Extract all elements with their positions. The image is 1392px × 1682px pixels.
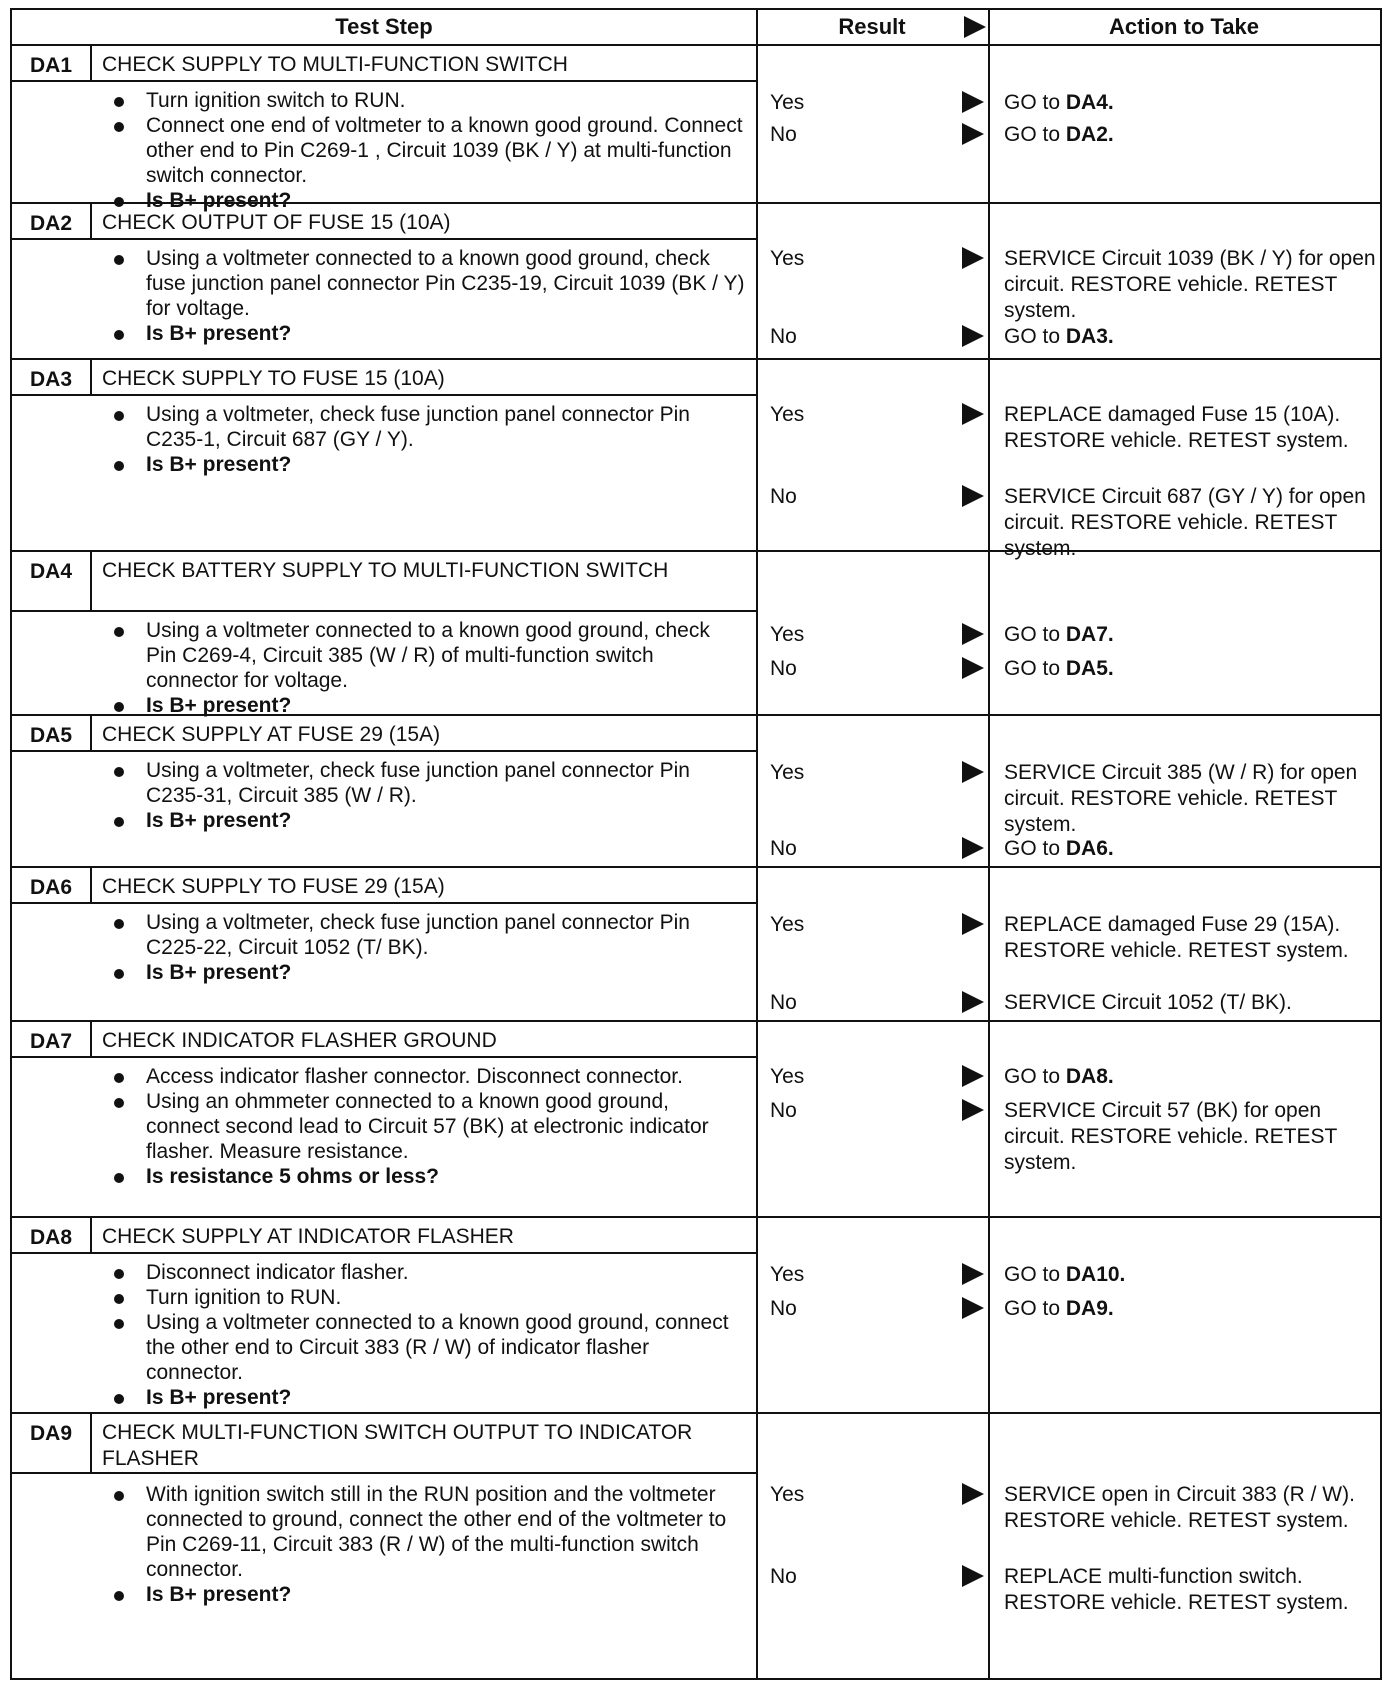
action-text: GO to bbox=[1004, 91, 1066, 114]
action-text: GO to bbox=[1004, 1263, 1066, 1286]
step-title: CHECK SUPPLY AT FUSE 29 (15A) bbox=[92, 716, 756, 752]
step-question: Is B+ present? bbox=[102, 693, 746, 718]
step-instructions bbox=[102, 402, 746, 477]
header-test-step: Test Step bbox=[12, 10, 756, 46]
no-label: No bbox=[770, 1099, 797, 1122]
step-question: Is B+ present? bbox=[102, 1385, 746, 1410]
no-action bbox=[988, 836, 1380, 862]
arrow-right-icon bbox=[962, 325, 984, 347]
step-row bbox=[12, 1218, 1380, 1414]
yes-result bbox=[756, 622, 988, 648]
step-title: CHECK BATTERY SUPPLY TO MULTI-FUNCTION SWITCH bbox=[92, 552, 756, 612]
step-instructions bbox=[102, 88, 746, 213]
action-target-step: DA9. bbox=[1065, 1297, 1114, 1320]
step-title: CHECK SUPPLY AT INDICATOR FLASHER bbox=[92, 1218, 756, 1254]
step-instructions bbox=[102, 1064, 746, 1189]
no-result bbox=[756, 1296, 988, 1322]
yes-result bbox=[756, 912, 988, 938]
no-action bbox=[988, 122, 1380, 148]
no-label: No bbox=[770, 991, 797, 1014]
step-instructions bbox=[102, 910, 746, 985]
yes-label: Yes bbox=[770, 1483, 805, 1506]
header-result bbox=[756, 10, 988, 46]
yes-label: Yes bbox=[770, 1263, 805, 1286]
arrow-right-icon bbox=[962, 1297, 984, 1319]
step-question: Is B+ present? bbox=[102, 960, 746, 985]
yes-label: Yes bbox=[770, 623, 805, 646]
instruction-item: Disconnect indicator flasher. bbox=[102, 1260, 746, 1285]
no-label: No bbox=[770, 657, 797, 680]
action-text: GO to bbox=[1004, 657, 1066, 680]
yes-result bbox=[756, 1262, 988, 1288]
yes-action bbox=[988, 90, 1380, 116]
instruction-item: Using an ohmmeter connected to a known good ground, connect second lead to Circuit 57 (BK) at electronic indicator flasher. Measure resistance. bbox=[102, 1089, 746, 1164]
no-label: No bbox=[770, 325, 797, 348]
step-row bbox=[12, 46, 1380, 212]
step-question: Is B+ present? bbox=[102, 188, 746, 213]
no-result bbox=[756, 484, 988, 510]
step-instructions bbox=[102, 1482, 746, 1607]
step-row bbox=[12, 868, 1380, 1022]
step-row bbox=[12, 1414, 1380, 1680]
step-question: Is B+ present? bbox=[102, 321, 746, 346]
step-id: DA2 bbox=[12, 204, 92, 240]
action-text: REPLACE damaged Fuse 29 (15A). RESTORE vehicle. RETEST system. bbox=[1004, 913, 1349, 962]
step-id: DA8 bbox=[12, 1218, 92, 1254]
step-instructions bbox=[102, 1260, 746, 1410]
header-action: Action to Take bbox=[988, 10, 1380, 46]
no-result bbox=[756, 324, 988, 350]
step-row bbox=[12, 204, 1380, 360]
action-text: GO to bbox=[1004, 1065, 1066, 1088]
no-label: No bbox=[770, 123, 797, 146]
instruction-item: Using a voltmeter connected to a known good ground, check Pin C269-4, Circuit 385 (W / R) of multi-function switch connector for voltage. bbox=[102, 618, 746, 693]
action-text: REPLACE multi-function switch. RESTORE vehicle. RETEST system. bbox=[1004, 1565, 1349, 1614]
step-instructions bbox=[102, 618, 746, 718]
arrow-right-icon bbox=[962, 91, 984, 113]
step-question: Is B+ present? bbox=[102, 808, 746, 833]
step-row bbox=[12, 360, 1380, 560]
yes-action bbox=[988, 1064, 1380, 1090]
arrow-right-icon bbox=[962, 485, 984, 507]
yes-action bbox=[988, 402, 1380, 454]
yes-action bbox=[988, 760, 1380, 838]
arrow-right-icon bbox=[962, 991, 984, 1013]
yes-result bbox=[756, 246, 988, 272]
arrow-right-icon bbox=[962, 1099, 984, 1121]
yes-label: Yes bbox=[770, 247, 805, 270]
no-action bbox=[988, 1564, 1380, 1616]
no-label: No bbox=[770, 837, 797, 860]
step-title: CHECK SUPPLY TO FUSE 29 (15A) bbox=[92, 868, 756, 904]
arrow-right-icon bbox=[962, 657, 984, 679]
no-result bbox=[756, 1098, 988, 1124]
no-action bbox=[988, 1098, 1380, 1176]
header-result-label: Result bbox=[838, 14, 906, 39]
yes-label: Yes bbox=[770, 761, 805, 784]
arrow-right-icon bbox=[962, 123, 984, 145]
yes-result bbox=[756, 1064, 988, 1090]
step-question: Is B+ present? bbox=[102, 452, 746, 477]
arrow-right-icon bbox=[962, 1065, 984, 1087]
instruction-item: Using a voltmeter, check fuse junction panel connector Pin C235-31, Circuit 385 (W / R). bbox=[102, 758, 746, 808]
step-id: DA5 bbox=[12, 716, 92, 752]
action-text: REPLACE damaged Fuse 15 (10A). RESTORE vehicle. RETEST system. bbox=[1004, 403, 1349, 452]
yes-label: Yes bbox=[770, 913, 805, 936]
instruction-item: Using a voltmeter, check fuse junction panel connector Pin C225-22, Circuit 1052 (T/ BK). bbox=[102, 910, 746, 960]
step-id: DA6 bbox=[12, 868, 92, 904]
action-text: SERVICE Circuit 1052 (T/ BK). bbox=[1004, 991, 1292, 1014]
action-target-step: DA6. bbox=[1065, 837, 1114, 860]
yes-label: Yes bbox=[770, 403, 805, 426]
no-action bbox=[988, 990, 1380, 1016]
arrow-right-icon bbox=[962, 403, 984, 425]
no-action bbox=[988, 656, 1380, 682]
yes-label: Yes bbox=[770, 91, 805, 114]
arrow-right-icon bbox=[962, 1565, 984, 1587]
instruction-item: Using a voltmeter connected to a known good ground, connect the other end to Circuit 383 (R / W) of indicator flasher connector. bbox=[102, 1310, 746, 1385]
instruction-item: Access indicator flasher connector. Disconnect connector. bbox=[102, 1064, 746, 1089]
action-text: SERVICE Circuit 57 (BK) for open circuit. RESTORE vehicle. RETEST system. bbox=[1004, 1099, 1337, 1174]
step-id: DA1 bbox=[12, 46, 92, 82]
step-id: DA9 bbox=[12, 1414, 92, 1474]
action-target-step: DA5. bbox=[1065, 657, 1114, 680]
yes-result bbox=[756, 90, 988, 116]
no-result bbox=[756, 990, 988, 1016]
yes-action bbox=[988, 912, 1380, 964]
instruction-item: Turn ignition to RUN. bbox=[102, 1285, 746, 1310]
action-text: SERVICE Circuit 687 (GY / Y) for open circuit. RESTORE vehicle. RETEST system. bbox=[1004, 485, 1366, 560]
yes-action bbox=[988, 1482, 1380, 1534]
step-row bbox=[12, 716, 1380, 868]
instruction-item: With ignition switch still in the RUN position and the voltmeter connected to ground, connect the other end of the voltmeter to Pin C269-11, Circuit 383 (R / W) of the multi-function switch connector. bbox=[102, 1482, 746, 1582]
action-target-step: DA8. bbox=[1065, 1065, 1114, 1088]
diagnostic-table bbox=[10, 8, 1382, 1680]
arrow-right-icon bbox=[962, 623, 984, 645]
step-row bbox=[12, 1022, 1380, 1218]
step-title: CHECK MULTI-FUNCTION SWITCH OUTPUT TO INDICATOR FLASHER bbox=[92, 1414, 756, 1474]
step-row bbox=[12, 552, 1380, 716]
step-title: CHECK SUPPLY TO FUSE 15 (10A) bbox=[92, 360, 756, 396]
step-title: CHECK OUTPUT OF FUSE 15 (10A) bbox=[92, 204, 756, 240]
step-id: DA4 bbox=[12, 552, 92, 612]
action-text: SERVICE Circuit 1039 (BK / Y) for open circuit. RESTORE vehicle. RETEST system. bbox=[1004, 247, 1376, 322]
no-result bbox=[756, 122, 988, 148]
arrow-right-icon bbox=[962, 247, 984, 269]
yes-result bbox=[756, 1482, 988, 1508]
no-label: No bbox=[770, 1297, 797, 1320]
no-result bbox=[756, 836, 988, 862]
arrow-right-icon bbox=[964, 16, 986, 38]
step-title: CHECK INDICATOR FLASHER GROUND bbox=[92, 1022, 756, 1058]
yes-result bbox=[756, 760, 988, 786]
step-title: CHECK SUPPLY TO MULTI-FUNCTION SWITCH bbox=[92, 46, 756, 82]
yes-result bbox=[756, 402, 988, 428]
no-action bbox=[988, 484, 1380, 562]
action-text: GO to bbox=[1004, 623, 1066, 646]
action-text: GO to bbox=[1004, 1297, 1066, 1320]
action-target-step: DA4. bbox=[1065, 91, 1114, 114]
yes-action bbox=[988, 622, 1380, 648]
arrow-right-icon bbox=[962, 1263, 984, 1285]
instruction-item: Connect one end of voltmeter to a known good ground. Connect other end to Pin C269-1 , Circuit 1039 (BK / Y) at multi-function switch connector. bbox=[102, 113, 746, 188]
action-text: GO to bbox=[1004, 123, 1066, 146]
yes-action bbox=[988, 246, 1380, 324]
action-text: GO to bbox=[1004, 325, 1066, 348]
no-action bbox=[988, 324, 1380, 350]
action-target-step: DA2. bbox=[1065, 123, 1114, 146]
instruction-item: Using a voltmeter connected to a known good ground, check fuse junction panel connector Pin C235-19, Circuit 1039 (BK / Y) for voltage. bbox=[102, 246, 746, 321]
no-result bbox=[756, 1564, 988, 1590]
arrow-right-icon bbox=[962, 761, 984, 783]
instruction-item: Using a voltmeter, check fuse junction panel connector Pin C235-1, Circuit 687 (GY / Y). bbox=[102, 402, 746, 452]
action-text: SERVICE Circuit 385 (W / R) for open circuit. RESTORE vehicle. RETEST system. bbox=[1004, 761, 1358, 836]
no-label: No bbox=[770, 485, 797, 508]
step-question: Is B+ present? bbox=[102, 1582, 746, 1607]
action-text: SERVICE open in Circuit 383 (R / W). RESTORE vehicle. RETEST system. bbox=[1004, 1483, 1355, 1532]
instruction-item: Turn ignition switch to RUN. bbox=[102, 88, 746, 113]
yes-action bbox=[988, 1262, 1380, 1288]
no-label: No bbox=[770, 1565, 797, 1588]
action-text: GO to bbox=[1004, 837, 1066, 860]
yes-label: Yes bbox=[770, 1065, 805, 1088]
step-instructions bbox=[102, 758, 746, 833]
action-target-step: DA3. bbox=[1065, 325, 1114, 348]
action-target-step: DA7. bbox=[1065, 623, 1114, 646]
no-action bbox=[988, 1296, 1380, 1322]
step-instructions bbox=[102, 246, 746, 346]
step-question: Is resistance 5 ohms or less? bbox=[102, 1164, 746, 1189]
step-id: DA7 bbox=[12, 1022, 92, 1058]
arrow-right-icon bbox=[962, 837, 984, 859]
no-result bbox=[756, 656, 988, 682]
action-target-step: DA10. bbox=[1065, 1263, 1126, 1286]
arrow-right-icon bbox=[962, 913, 984, 935]
arrow-right-icon bbox=[962, 1483, 984, 1505]
step-id: DA3 bbox=[12, 360, 92, 396]
